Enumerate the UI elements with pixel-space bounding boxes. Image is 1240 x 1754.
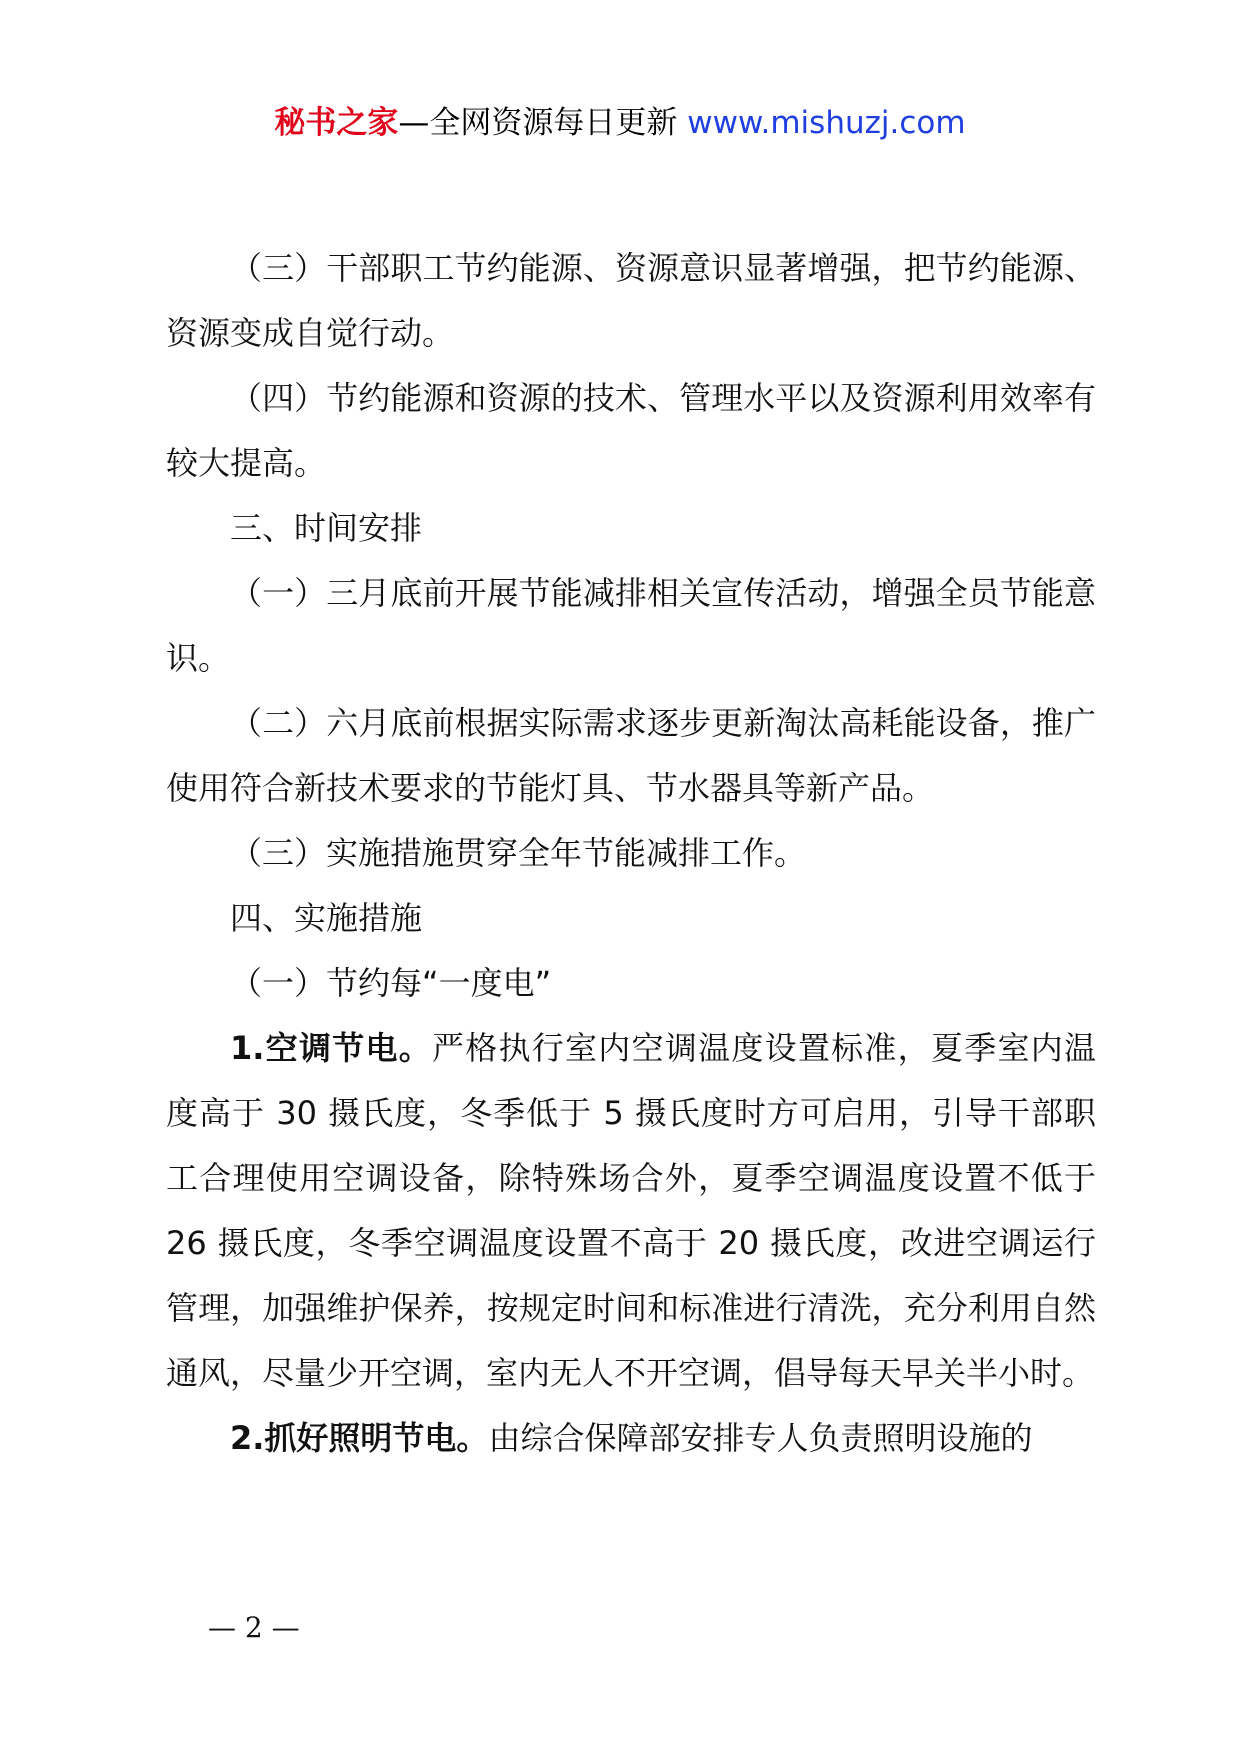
site-header [0, 98, 1240, 148]
paragraph [166, 366, 1096, 496]
subsection-heading [166, 951, 1096, 1016]
paragraph-text: （三）实施措施贯穿全年节能减排工作。 [230, 834, 807, 872]
paragraph [166, 691, 1096, 821]
paragraph [166, 1406, 1096, 1471]
paragraph-text: （四）节约能源和资源的技术、管理水平以及资源利用效率有较大提高。 [166, 379, 1096, 482]
paragraph-text: （一）三月底前开展节能减排相关宣传活动，增强全员节能意识。 [166, 574, 1096, 677]
paragraph [166, 561, 1096, 691]
section-heading [166, 496, 1096, 561]
subsection-heading-text: （一）节约每“一度电” [230, 964, 552, 1002]
paragraph [166, 236, 1096, 366]
item-title: 1.空调节电。 [230, 1029, 432, 1067]
brand-name: 秘书之家 [274, 105, 399, 141]
item-title: 2.抓好照明节电。 [230, 1419, 489, 1457]
page-number: — 2 — [208, 1611, 300, 1644]
header-tagline: —全网资源每日更新 [398, 105, 678, 141]
paragraph [166, 821, 1096, 886]
section-heading [166, 886, 1096, 951]
paragraph [166, 1016, 1096, 1406]
paragraph-text: 由综合保障部安排专人负责照明设施的 [488, 1419, 1033, 1457]
site-url-link[interactable]: www.mishuzj.com [687, 105, 966, 141]
paragraph-text: （二）六月底前根据实际需求逐步更新淘汰高耗能设备，推广使用符合新技术要求的节能灯具、节水器具等新产品。 [166, 704, 1096, 807]
section-heading-text: 四、实施措施 [230, 899, 423, 937]
paragraph-text: 严格执行室内空调温度设置标准，夏季室内温度高于 30 摄氏度，冬季低于 5 摄氏度时方可启用，引导干部职工合理使用空调设备，除特殊场合外，夏季空调温度设置不低于 26 摄氏度，冬季空调温度设置不高于 20 摄氏度，改进空调运行管理，加强维护保养，按规定时间和标准进行清洗，充分利用自然通风，尽量少开空调，室内无人不开空调，倡导每天早关半小时。 [166, 1029, 1096, 1392]
paragraph-text: （三）干部职工节约能源、资源意识显著增强，把节约能源、资源变成自觉行动。 [166, 249, 1096, 352]
document-body [166, 236, 1096, 1471]
section-heading-text: 三、时间安排 [230, 509, 423, 547]
